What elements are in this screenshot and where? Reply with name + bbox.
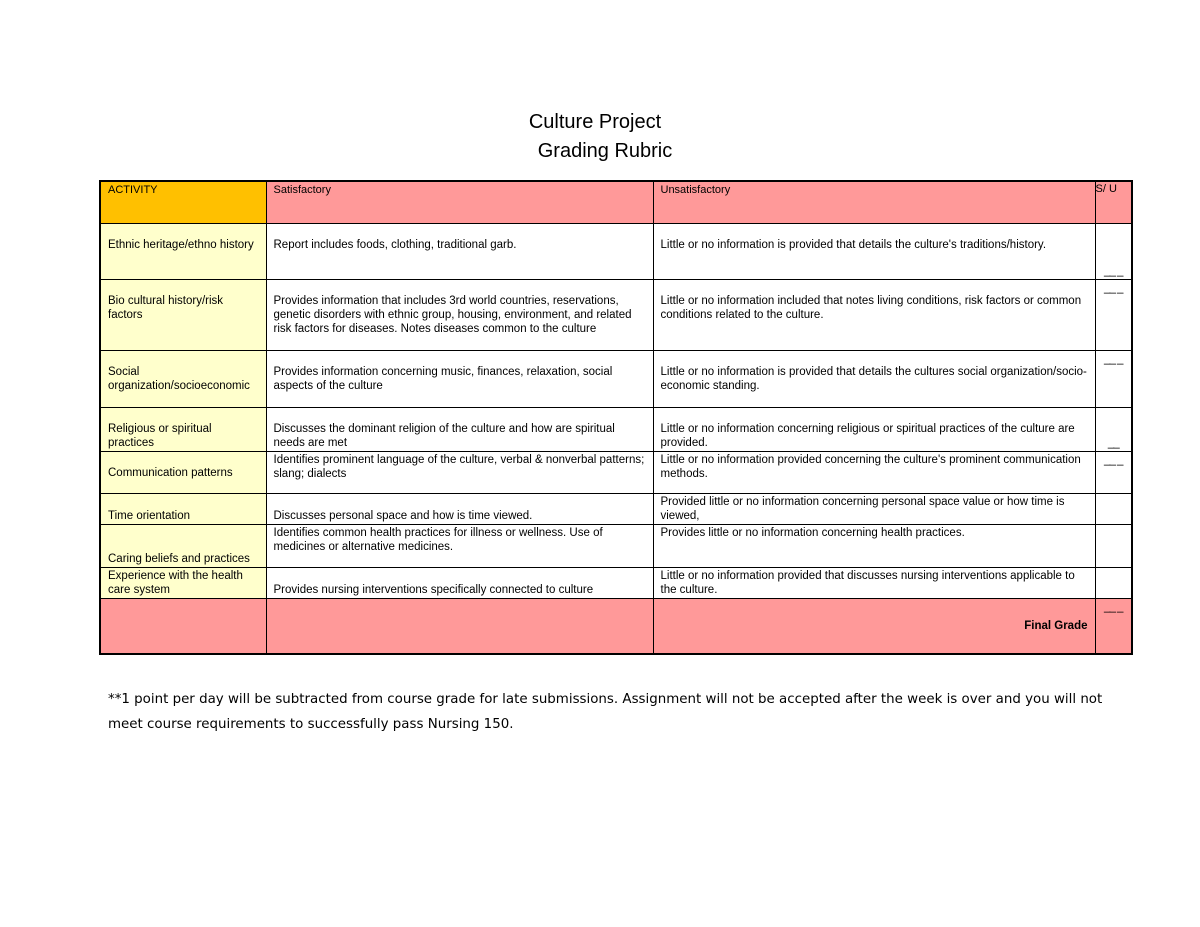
- satisfactory-cell: Identifies prominent language of the culture, verbal & nonverbal patterns; slang; dialects: [266, 452, 653, 494]
- su-cell[interactable]: [1095, 452, 1132, 494]
- unsatisfactory-cell: Provides little or no information concerning health practices.: [653, 525, 1095, 568]
- su-blank: __ _: [1104, 454, 1123, 466]
- unsatisfactory-cell: Little or no information concerning religious or spiritual practices of the culture are provided.: [653, 408, 1095, 452]
- table-row: [100, 280, 1132, 351]
- unsatisfactory-cell: Provided little or no information concerning personal space value or how time is viewed,: [653, 494, 1095, 525]
- activity-cell: Religious or spiritual practices: [100, 408, 266, 452]
- activity-cell: Bio cultural history/risk factors: [100, 280, 266, 351]
- final-grade-label: Final Grade: [653, 599, 1095, 654]
- header-satisfactory: Satisfactory: [266, 181, 653, 224]
- su-cell[interactable]: [1095, 351, 1132, 408]
- unsatisfactory-cell: Little or no information included that notes living conditions, risk factors or common conditions related to the culture.: [653, 280, 1095, 351]
- su-cell[interactable]: [1095, 525, 1132, 568]
- table-row: [100, 224, 1132, 280]
- su-blank: __ _: [1104, 282, 1123, 294]
- satisfactory-cell: Discusses the dominant religion of the culture and how are spiritual needs are met: [266, 408, 653, 452]
- satisfactory-cell: Identifies common health practices for illness or wellness. Use of medicines or alternative medicines.: [266, 525, 653, 568]
- satisfactory-cell: Discusses personal space and how is time viewed.: [266, 494, 653, 525]
- document-subtitle: Grading Rubric: [537, 140, 673, 162]
- su-blank: __ _: [1104, 601, 1123, 613]
- table-row: [100, 452, 1132, 494]
- table-row: [100, 525, 1132, 568]
- final-grade-su-cell[interactable]: [1095, 599, 1132, 654]
- final-empty-cell: [266, 599, 653, 654]
- late-submission-note: **1 point per day will be subtracted from course grade for late submissions. Assignment will not be accepted after the week is over and you will not meet course requirements to successfully pass Nursing 150.: [108, 692, 1103, 732]
- unsatisfactory-cell: Little or no information provided concerning the culture's prominent communication methods.: [653, 452, 1095, 494]
- table-row: [100, 408, 1132, 452]
- rubric-table: [99, 180, 1133, 655]
- su-cell[interactable]: [1095, 494, 1132, 525]
- activity-cell: Caring beliefs and practices: [100, 525, 266, 568]
- satisfactory-cell: Provides information concerning music, finances, relaxation, social aspects of the culture: [266, 351, 653, 408]
- activity-cell: Ethnic heritage/ethno history: [100, 224, 266, 280]
- unsatisfactory-cell: Little or no information provided that discusses nursing interventions applicable to the culture.: [653, 568, 1095, 599]
- table-row: [100, 568, 1132, 599]
- header-unsatisfactory: Unsatisfactory: [653, 181, 1095, 224]
- satisfactory-cell: Report includes foods, clothing, traditional garb.: [266, 224, 653, 280]
- unsatisfactory-cell: Little or no information is provided that details the cultures social organization/socio-economic standing.: [653, 351, 1095, 408]
- su-cell[interactable]: [1095, 280, 1132, 351]
- activity-cell: Experience with the health care system: [100, 568, 266, 599]
- header-row: [100, 181, 1132, 224]
- header-su: S/ U: [1095, 181, 1132, 224]
- su-cell[interactable]: [1095, 568, 1132, 599]
- su-blank: __ _: [1104, 265, 1123, 277]
- final-empty-cell: [100, 599, 266, 654]
- unsatisfactory-cell: Little or no information is provided that details the culture's traditions/history.: [653, 224, 1095, 280]
- su-blank: __ _: [1104, 353, 1123, 365]
- table-row: [100, 351, 1132, 408]
- su-cell[interactable]: [1095, 224, 1132, 280]
- activity-cell: Communication patterns: [100, 452, 266, 494]
- satisfactory-cell: Provides nursing interventions specifically connected to culture: [266, 568, 653, 599]
- satisfactory-cell: Provides information that includes 3rd world countries, reservations, genetic disorders with ethnic group, housing, environment, and related risk factors for diseases. Notes diseases common to the culture: [266, 280, 653, 351]
- activity-cell: Time orientation: [100, 494, 266, 525]
- activity-cell: Social organization/socioeconomic: [100, 351, 266, 408]
- su-blank: __: [1107, 437, 1119, 449]
- header-activity: ACTIVITY: [100, 181, 266, 224]
- table-row: [100, 494, 1132, 525]
- document-title: Culture Project: [528, 111, 662, 133]
- final-grade-row: [100, 599, 1132, 654]
- su-cell[interactable]: [1095, 408, 1132, 452]
